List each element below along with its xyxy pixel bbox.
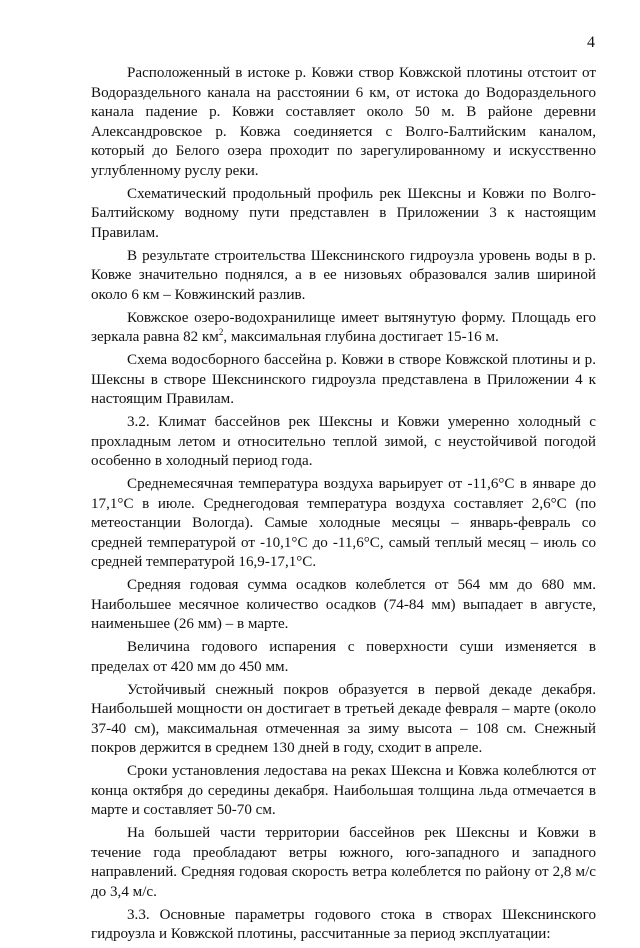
paragraph-reservoir-shape — [91, 309, 596, 348]
paragraph-snow-cover: Устойчивый снежный покров образуется в первой декаде декабря. Наибольшей мощности он достигает в третьей декаде февраля – марте (около 37-40 см), максимальная отмеченная за зиму высота – 108 см. Снежный покров держится в среднем 130 дней в году, сходит в апреле. — [91, 681, 596, 756]
paragraph-ice: Сроки установления ледостава на реках Шексна и Ковжа колеблются от конца октября до середины декабря. Наибольшая толщина льда отмечается в марте и составляет 50-70 см. — [91, 763, 596, 818]
paragraph-basin-scheme: Схема водосборного бассейна р. Ковжи в створе Ковжской плотины и р. Шексны в створе Шекснинского гидроузла представлена в Приложении 4 к настоящим Правилам. — [91, 352, 596, 407]
paragraph-wind: На большей части территории бассейнов рек Шексны и Ковжи в течение года преобладают ветры южного, юго-западного и западного направлений. Средняя годовая скорость ветра колеблется по району от 2,8 м/с до 3,4 м/с. — [91, 825, 596, 900]
reservoir-text-before: Ковжское озеро-водохранилище имеет вытянутую форму. Площадь его зеркала равна 82 км — [91, 309, 596, 345]
paragraph-precipitation: Средняя годовая сумма осадков колеблется от 564 мм до 680 мм. Наибольшее месячное количество осадков (74-84 мм) выпадает в августе, наименьшее (26 мм) – в марте. — [91, 577, 596, 632]
page-number: 4 — [587, 34, 595, 51]
paragraph-kovzha-dam: Расположенный в истоке р. Ковжи створ Ковжской плотины отстоит от Водораздельного канала на расстоянии 6 км, от истока до Водораздельного канала падение р. Ковжи составляет около 50 м. В районе деревни Александровское р. Ковжа соединяется с Волго-Балтийским каналом, который до Белого озера проходит по зарегулированному и искусственно углубленному руслу реки. — [91, 65, 596, 179]
paragraph-climate: 3.2. Климат бассейнов рек Шексны и Ковжи умеренно холодный с прохладным летом и относительно теплой зимой, с неустойчивой погодой особенно в холодный период года. — [91, 414, 596, 469]
superscript-square: 2 — [218, 326, 224, 337]
paragraph-temperature: Среднемесячная температура воздуха варьирует от -11,6°С в январе до 17,1°С в июле. Среднегодовая температура воздуха составляет 2,6°С (по метеостанции Вологда). Самые холодные месяцы – январь-февраль со средней температурой от -10,1°С до -11,6°С, самый теплый месяц – июль со средней температурой 16,9-17,1°С. — [91, 476, 596, 570]
paragraph-profile: Схематический продольный профиль рек Шексны и Ковжи по Волго-Балтийскому водному пути представлен в Приложении 3 к настоящим Правилам. — [91, 185, 596, 241]
paragraph-runoff: 3.3. Основные параметры годового стока в створах Шекснинского гидроузла и Ковжской плотины, рассчитанные за период эксплуатации: — [91, 906, 596, 942]
document-body — [91, 64, 596, 948]
reservoir-text-after: , максимальная глубина достигает 15-16 м. — [223, 329, 499, 345]
paragraph-water-level: В результате строительства Шекснинского гидроузла уровень воды в р. Ковже значительно поднялся, а в ее низовьях образовался залив шириной около 6 км – Ковжинский разлив. — [91, 247, 596, 303]
paragraph-evaporation: Величина годового испарения с поверхности суши изменяется в пределах от 420 мм до 450 мм. — [91, 639, 596, 675]
